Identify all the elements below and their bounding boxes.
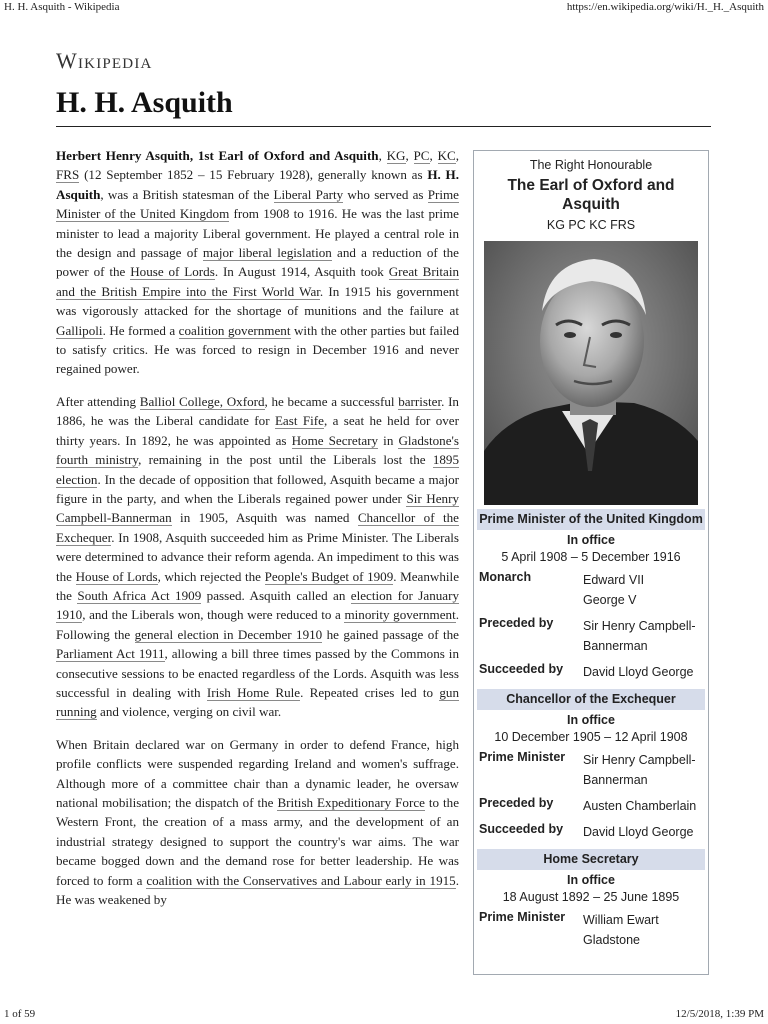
text-run: , a seat he held for over thirty years. In 1892, he was appointed as — [56, 413, 459, 448]
infobox-row — [477, 819, 705, 845]
article-link[interactable]: People's Budget of 1909 — [264, 568, 394, 584]
article-body — [56, 146, 459, 922]
article-link[interactable]: Parliament Act 1911 — [56, 646, 165, 662]
text-run: and a reduction of the power of the — [56, 245, 459, 280]
paragraph-intro — [56, 146, 459, 379]
text-run: . In 1915 his government was vigorously attacked for the shortage of munitions and the failure at — [56, 283, 459, 319]
text-run: and violence, verging on civil war. — [96, 704, 282, 720]
text-run: from 1908 to 1916. He was the last prime minister to lead a majority Liberal government. He played a central role in the design and passage of — [56, 206, 459, 261]
infobox-row-label: Preceded by — [479, 616, 554, 630]
text-run: . Repeated crises led to — [300, 684, 440, 700]
article-link[interactable]: 1895 election — [56, 452, 459, 487]
infobox-name: The Earl of Oxford and Asquith — [507, 177, 675, 213]
text-run: in 1905, Asquith was named — [171, 510, 358, 526]
office-dates: 5 April 1908 – 5 December 1916 — [501, 550, 681, 564]
article-link[interactable]: Gladstone's fourth ministry — [56, 432, 459, 468]
text-run: . In the decade of opposition that followed, Asquith became a major figure in the party, and when the Liberals regained power under — [56, 471, 459, 506]
in-office-label: In office — [567, 873, 615, 887]
text-run: After attending — [56, 393, 140, 409]
infobox-row-label: Prime Minister — [479, 910, 566, 924]
infobox-row — [477, 613, 705, 659]
article-link[interactable]: Prime Minister of the United Kingdom — [56, 186, 459, 222]
portrait-image — [484, 241, 698, 505]
article-link[interactable]: election for January 1910 — [56, 587, 460, 623]
print-header — [0, 0, 768, 16]
article-link[interactable]: general election in December 1910 — [134, 626, 323, 642]
infobox-row-label: Preceded by — [479, 796, 554, 810]
infobox-row-value[interactable]: Austen Chamberlain — [583, 799, 697, 813]
article-link[interactable]: minority government — [344, 607, 456, 623]
infobox-row-label: Succeeded by — [479, 662, 564, 676]
text-run: with the other parties but failed to satisfy critics. He was forced to resign in December 1916 and never regained power. — [56, 322, 459, 377]
text-run: . Meanwhile the — [56, 568, 460, 603]
text-run: , — [405, 148, 414, 163]
office-title[interactable]: Chancellor of the Exchequer — [477, 689, 705, 710]
text-run: , was a British statesman of the — [100, 186, 274, 202]
infobox-row — [477, 907, 705, 953]
text-run: . Following the — [56, 607, 459, 642]
infobox-row-value[interactable]: William Ewart Gladstone — [583, 913, 659, 947]
text-run: in — [378, 432, 399, 448]
in-office-label: In office — [567, 533, 615, 547]
article-link[interactable]: South Africa Act 1909 — [77, 587, 202, 603]
wikipedia-logo[interactable]: Wikipedia — [56, 48, 153, 73]
infobox-post-nominals: KG PC KC FRS — [546, 218, 636, 232]
print-footer — [0, 1006, 768, 1024]
portrait-photo[interactable] — [484, 241, 698, 505]
infobox-row-value[interactable]: David Lloyd George — [583, 665, 694, 679]
article-link[interactable]: British Expeditionary Force — [277, 795, 425, 810]
text-run: he gained passage of the — [322, 626, 459, 642]
print-datetime: 12/5/2018, 1:39 PM — [675, 1008, 764, 1020]
article-link[interactable]: Sir Henry Campbell-Bannerman — [56, 490, 459, 526]
office-dates: 18 August 1892 – 25 June 1895 — [502, 890, 680, 904]
print-header-title: H. H. Asquith - Wikipedia — [4, 1, 120, 13]
text-run: . He formed a — [102, 322, 179, 338]
text-run: who served as — [343, 186, 428, 202]
article-link[interactable]: barrister — [398, 393, 442, 409]
text-run: , remaining in the post until the Liberals lost the — [138, 452, 433, 468]
article-link[interactable]: KC — [437, 148, 456, 163]
infobox-row — [477, 659, 705, 685]
text-run: . In 1886, he was the Liberal candidate for — [56, 393, 459, 429]
bold-text: H. H. Asquith — [56, 167, 459, 202]
article-link[interactable]: coalition with the Conservatives and Labour early in 1915 — [146, 872, 456, 888]
article-link[interactable]: Liberal Party — [273, 186, 344, 202]
text-run: , allowing a bill three times passed by the Commons in consecutive sessions to be enacted regardless of the Lords. Asquith was less successful in dealing with — [56, 646, 459, 700]
page-title: H. H. Asquith — [56, 86, 233, 119]
article-link[interactable]: coalition government — [178, 322, 291, 338]
in-office-label: In office — [567, 713, 615, 727]
paragraph-career — [56, 392, 459, 722]
text-run: passed. Asquith called an — [201, 587, 351, 603]
article-link[interactable]: East Fife — [274, 413, 324, 429]
infobox-row-value[interactable]: Edward VII George V — [583, 573, 645, 607]
article-link[interactable]: Balliol College, Oxford — [139, 393, 265, 409]
article-link[interactable]: FRS — [56, 167, 80, 183]
paragraph-war — [56, 735, 459, 910]
article-link[interactable]: major liberal legislation — [202, 245, 332, 261]
infobox-row-value[interactable]: Sir Henry Campbell-Bannerman — [583, 753, 696, 787]
article-link[interactable]: PC — [413, 148, 430, 163]
infobox-offices — [477, 509, 705, 953]
infobox-row-label: Succeeded by — [479, 822, 564, 836]
text-run: to the Western Front, the creation of a mass army, and the development of an industrial strategy designed to support the country's war aims. The war became bogged down and the demand rose for better leadership. He was forced to form a — [56, 795, 460, 888]
infobox-row-value[interactable]: David Lloyd George — [583, 825, 694, 839]
infobox-honorific: The Right Honourable — [529, 158, 653, 172]
article-link[interactable]: House of Lords — [75, 568, 158, 584]
text-run: , which rejected the — [157, 568, 265, 584]
article-link[interactable]: gun running — [56, 684, 459, 720]
infobox-row-label: Prime Minister — [479, 750, 566, 764]
article-link[interactable]: Irish Home Rule — [206, 684, 301, 700]
text-run: , and the Liberals won, though were reduced to a — [82, 607, 345, 623]
text-run: When Britain declared war on Germany in order to defend France, high profile conflicts were suspended regarding Ireland and women's suffrage. Although more of a committee chair than a dynamic leader, he oversaw national mobilisation; the dispatch of the — [56, 736, 459, 810]
infobox — [473, 150, 709, 975]
article-link[interactable]: KG — [386, 148, 406, 163]
print-header-url: https://en.wikipedia.org/wiki/H._H._Asquith — [566, 1, 764, 13]
text-run: . In 1908, Asquith succeeded him as Prime Minister. The Liberals were determined to advance their reform agenda. An impediment to this was the — [56, 529, 459, 584]
article-link[interactable]: House of Lords — [130, 264, 215, 280]
article-link[interactable]: Gallipoli — [56, 322, 103, 338]
print-page-number: 1 of 59 — [4, 1008, 36, 1020]
text-run: , — [378, 148, 387, 163]
infobox-row — [477, 567, 705, 613]
text-run: . In August 1914, Asquith took — [214, 264, 389, 280]
article-link[interactable]: Great Britain and the British Empire into the First World War — [56, 264, 459, 299]
text-run: , he became a successful — [264, 393, 399, 409]
infobox-row-label: Monarch — [479, 570, 532, 584]
infobox-row-value[interactable]: Sir Henry Campbell-Bannerman — [583, 619, 696, 653]
text-run: , — [429, 148, 438, 163]
infobox-row — [477, 793, 705, 819]
title-divider — [56, 126, 711, 127]
office-title[interactable]: Home Secretary — [477, 849, 705, 870]
office-dates: 10 December 1905 – 12 April 1908 — [494, 730, 688, 744]
infobox-row — [477, 747, 705, 793]
article-link[interactable]: Home Secretary — [291, 432, 379, 448]
bold-text: Herbert Henry Asquith, 1st Earl of Oxford and Asquith — [56, 148, 379, 163]
text-run: , — [455, 148, 460, 163]
text-run: . He was weakened by — [56, 872, 460, 908]
text-run: (12 September 1852 – 15 February 1928), generally known as — [79, 167, 428, 183]
article-link[interactable]: Chancellor of the Exchequer — [56, 510, 459, 545]
office-title[interactable]: Prime Minister of the United Kingdom — [477, 509, 705, 530]
